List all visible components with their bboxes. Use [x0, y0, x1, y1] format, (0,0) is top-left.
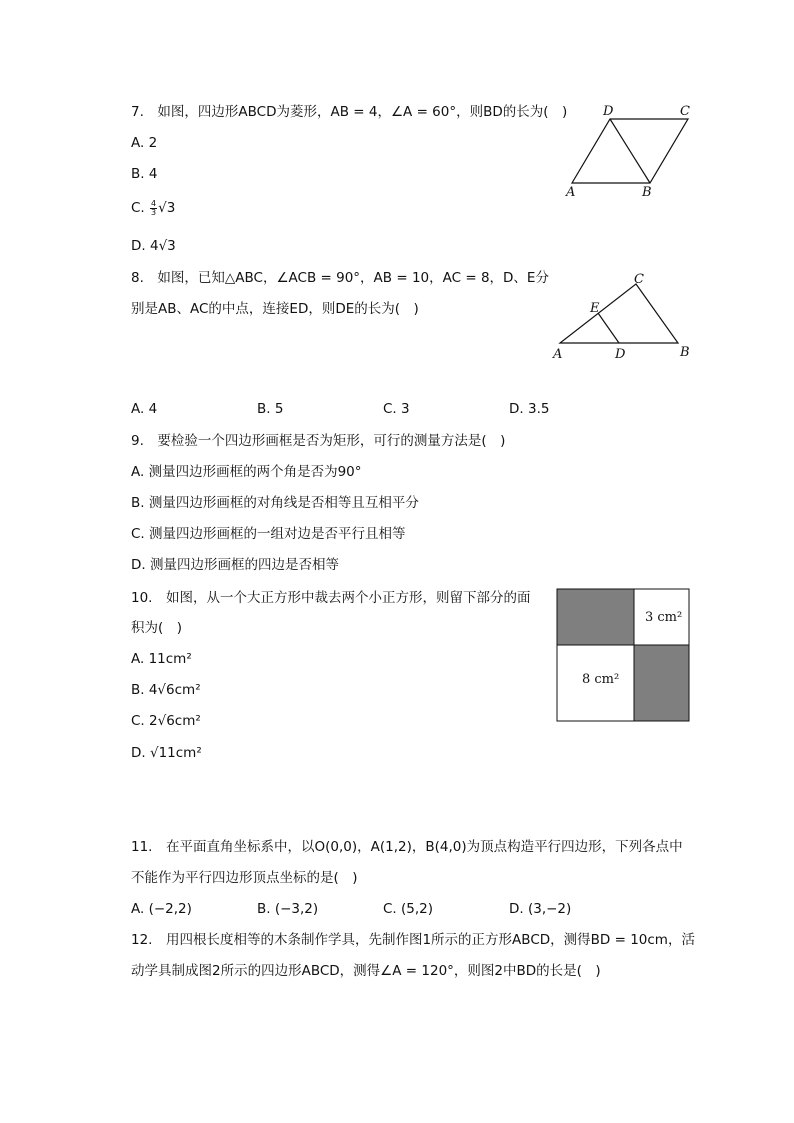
q7-option-c-label: C. — [131, 200, 145, 216]
q8-option-a: A. 4 — [131, 401, 158, 417]
q10-option-a: A. 11cm² — [131, 651, 192, 667]
triangle-label-c: C — [634, 272, 644, 287]
q8-option-c: C. 3 — [383, 401, 410, 417]
large-square-label: 8 cm² — [582, 672, 620, 687]
q7-option-b: B. 4 — [131, 166, 158, 182]
q11-option-b: B. (−3,2) — [257, 901, 319, 917]
rhombus-label-c: C — [680, 104, 690, 119]
q9-option-d: D. 测量四边形画框的四边是否相等 — [131, 557, 339, 573]
q9-option-b: B. 测量四边形画框的对角线是否相等且互相平分 — [131, 495, 419, 511]
triangle-label-e: E — [590, 301, 600, 316]
q9-option-c: C. 测量四边形画框的一组对边是否平行且相等 — [131, 526, 406, 542]
q12-stem-line1: 12. 用四根长度相等的木条制作学具，先制作图1所示的正方形ABCD，测得BD = 10cm，活 — [131, 932, 695, 948]
q10-stem-line1: 10. 如图，从一个大正方形中裁去两个小正方形，则留下部分的面 — [131, 590, 531, 606]
q8-stem-line1: 8. 如图，已知△ABC，∠ACB = 90°，AB = 10，AC = 8，D、E分 — [131, 270, 549, 286]
rhombus-label-d: D — [603, 104, 614, 119]
q7-option-a: A. 2 — [131, 135, 158, 151]
q7-fraction-numerator: 4 — [151, 198, 157, 208]
q12-stem-line2: 动学具制成图2所示的四边形ABCD，测得∠A = 120°，则图2中BD的长是( ) — [131, 963, 601, 979]
q7-option-c — [131, 199, 175, 217]
q10-option-b: B. 4√6cm² — [131, 682, 201, 698]
q8-option-b: B. 5 — [257, 401, 284, 417]
rhombus-figure — [560, 100, 700, 200]
q11-option-a: A. (−2,2) — [131, 901, 192, 917]
rhombus-label-b: B — [642, 185, 652, 200]
q7-fraction-denominator: 3 — [151, 207, 157, 217]
q8-stem-line2: 别是AB、AC的中点，连接ED，则DE的长为( ) — [131, 301, 419, 317]
rhombus-label-a: A — [566, 185, 576, 200]
q10-option-c: C. 2√6cm² — [131, 713, 201, 729]
q11-option-c: C. (5,2) — [383, 901, 434, 917]
triangle-label-b: B — [680, 345, 690, 360]
q9-stem: 9. 要检验一个四边形画框是否为矩形，可行的测量方法是( ) — [131, 433, 506, 449]
q7-option-d: D. 4√3 — [131, 238, 176, 254]
q9-option-a: A. 测量四边形画框的两个角是否为90° — [131, 464, 362, 480]
triangle-label-a: A — [553, 347, 563, 362]
q7-stem: 7. 如图，四边形ABCD为菱形，AB = 4，∠A = 60°，则BD的长为( ) — [131, 104, 568, 120]
q11-stem-line1: 11. 在平面直角坐标系中，以O(0,0)，A(1,2)，B(4,0)为顶点构造平行四边形，下列各点中 — [131, 839, 683, 855]
triangle-figure — [548, 270, 698, 365]
small-square-label: 3 cm² — [645, 610, 683, 625]
q11-stem-line2: 不能作为平行四边形顶点坐标的是( ) — [131, 870, 358, 886]
q10-option-d: D. √11cm² — [131, 745, 202, 761]
q10-stem-line2: 积为( ) — [131, 620, 183, 636]
q8-option-d: D. 3.5 — [509, 401, 550, 417]
shaded-region-top-left — [557, 589, 634, 645]
squares-figure — [556, 588, 690, 722]
q11-option-d: D. (3,−2) — [509, 901, 572, 917]
triangle-label-d: D — [615, 347, 626, 362]
shaded-region-bottom-right — [634, 645, 689, 721]
q7-option-c-tail: √3 — [158, 200, 176, 216]
q7-option-c-fraction — [150, 200, 157, 217]
